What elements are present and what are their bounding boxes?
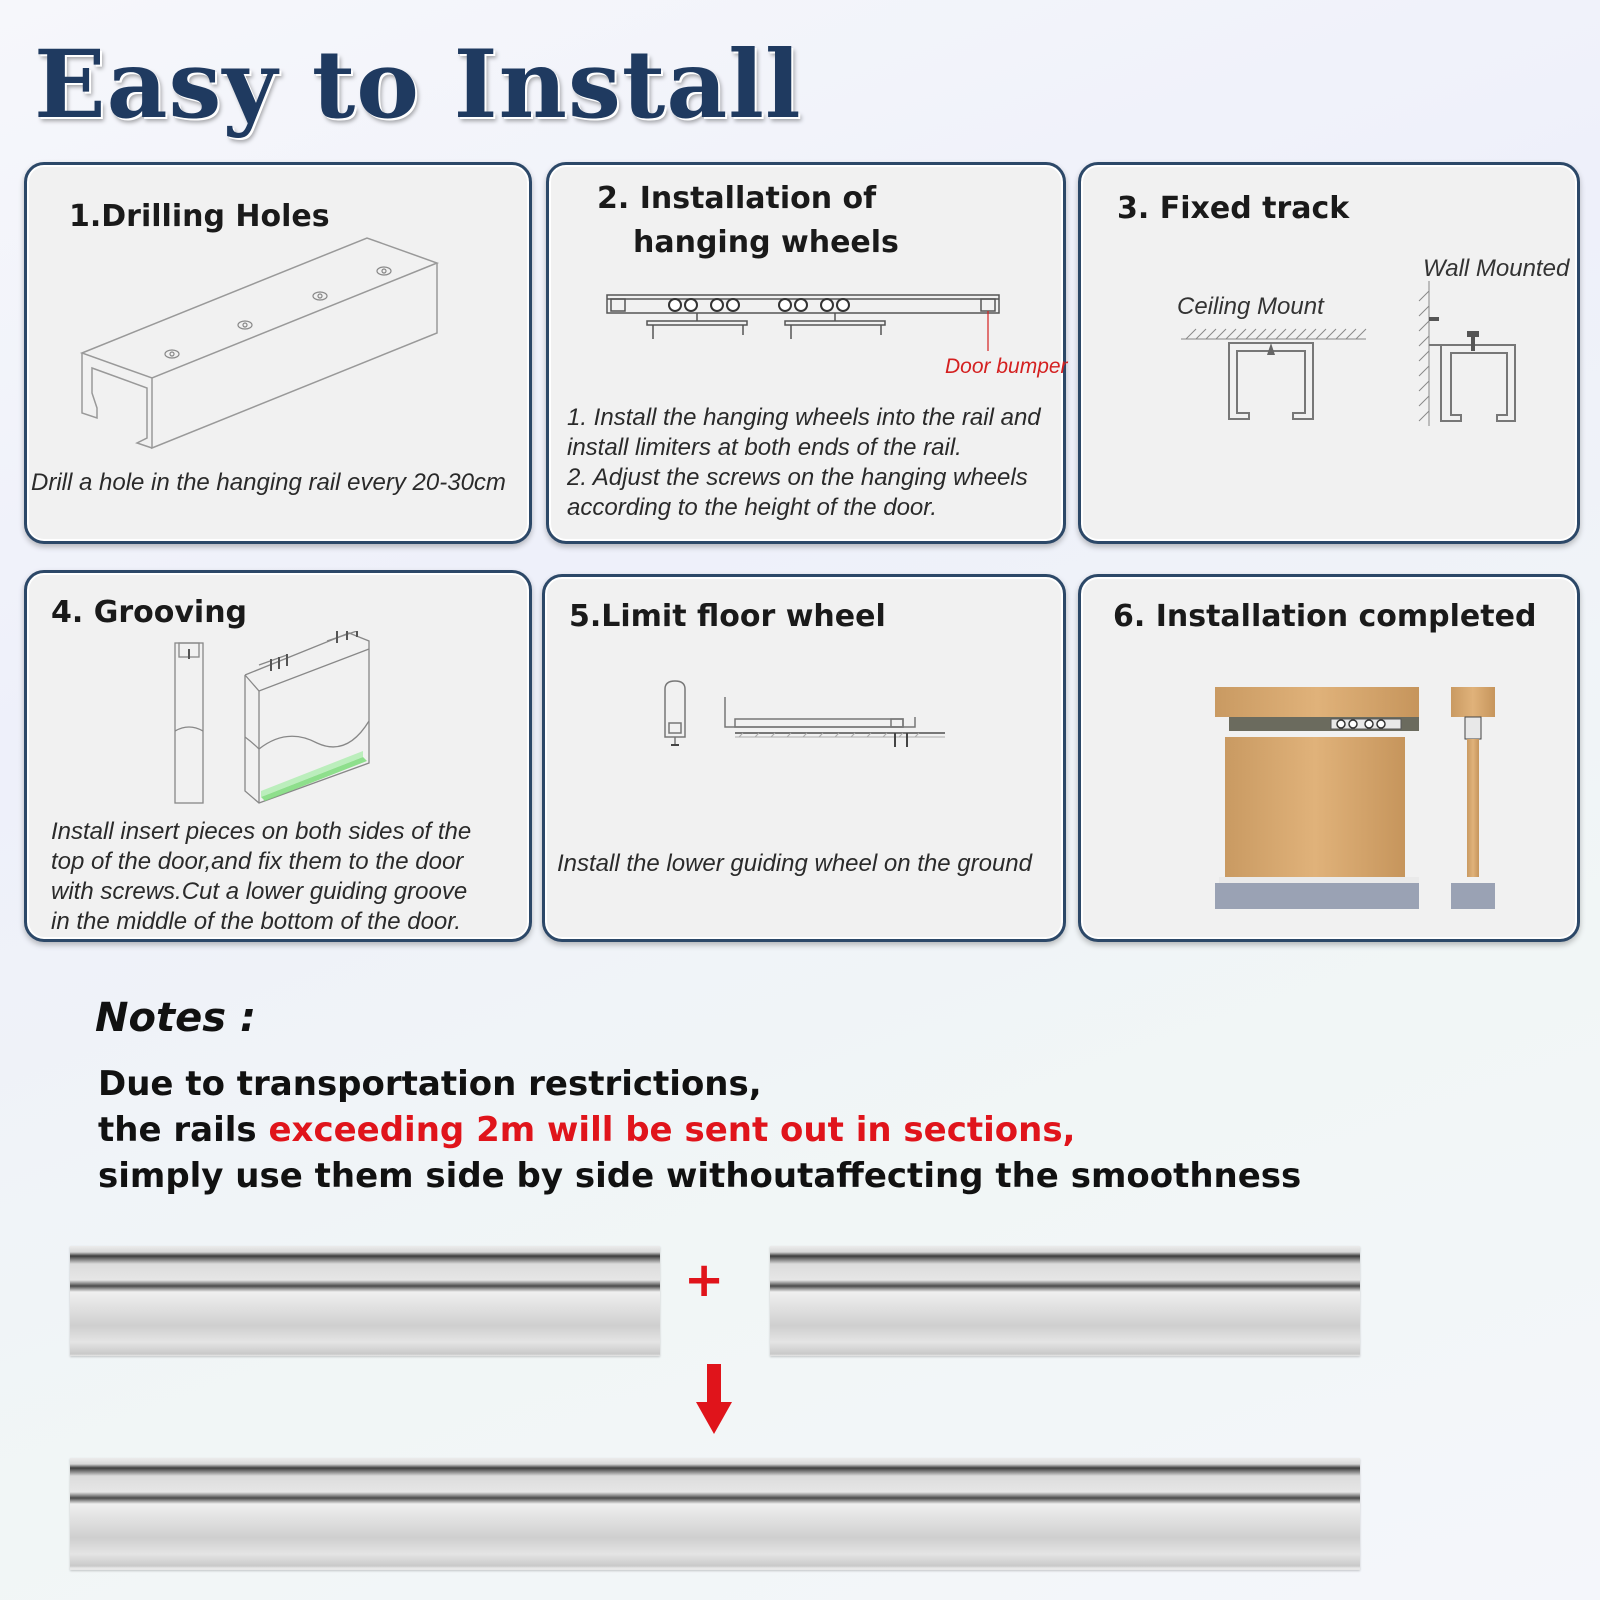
step-title: 1.Drilling Holes xyxy=(69,199,330,234)
completed-door-illustration xyxy=(1211,687,1511,917)
page-title: Easy to Install xyxy=(34,30,802,140)
step-description-line2: top of the door,and fix them to the door xyxy=(51,848,464,875)
step-title: 4. Grooving xyxy=(51,595,248,630)
step-description-line4: in the middle of the bottom of the door. xyxy=(51,908,462,935)
grooving-illustration xyxy=(167,631,387,811)
rail-section-right xyxy=(770,1246,1360,1356)
note-line-1: Due to transportation restrictions, xyxy=(98,1064,762,1104)
step-title-line1: 2. Installation of xyxy=(597,181,877,216)
step-title: 5.Limit floor wheel xyxy=(569,599,886,634)
step-description-line4: according to the height of the door. xyxy=(567,494,938,521)
step-card-fixed-track xyxy=(1078,162,1580,544)
step-card-limit-floor-wheel xyxy=(542,574,1066,942)
notes-heading: Notes : xyxy=(95,995,256,1041)
step-description-line2: install limiters at both ends of the rail. xyxy=(567,434,962,461)
wall-mount-illustration xyxy=(1415,281,1535,431)
note-line-2-prefix: the rails xyxy=(98,1110,269,1150)
ceiling-mount-illustration xyxy=(1181,325,1371,425)
step-description-line1: 1. Install the hanging wheels into the rail and xyxy=(567,404,1041,431)
step-description: Drill a hole in the hanging rail every 20-30cm xyxy=(31,469,506,496)
rail-joined xyxy=(70,1458,1360,1570)
plus-icon: + xyxy=(684,1252,725,1308)
note-line-3: simply use them side by side withoutaffecting the smoothness xyxy=(98,1156,1302,1196)
rail-section-left xyxy=(70,1246,660,1356)
step-description: Install the lower guiding wheel on the ground xyxy=(557,850,1032,877)
step-card-installation-completed xyxy=(1078,574,1580,942)
step-description-line3: 2. Adjust the screws on the hanging wheels xyxy=(567,464,1028,491)
down-arrow-icon xyxy=(694,1364,734,1436)
ceiling-mount-label: Ceiling Mount xyxy=(1177,293,1324,320)
step-card-hanging-wheels xyxy=(546,162,1066,544)
step-title-line2: hanging wheels xyxy=(633,225,899,260)
rail-drilling-illustration xyxy=(77,233,457,453)
step-title: 6. Installation completed xyxy=(1113,599,1537,634)
step-description-line1: Install insert pieces on both sides of the xyxy=(51,818,472,845)
note-line-2-highlight: exceeding 2m will be sent out in sections, xyxy=(268,1110,1076,1150)
step-card-grooving xyxy=(24,570,532,942)
step-description-line3: with screws.Cut a lower guiding groove xyxy=(51,878,468,905)
step-title: 3. Fixed track xyxy=(1117,191,1350,226)
step-card-drilling-holes xyxy=(24,162,532,544)
hanging-wheels-illustration xyxy=(605,291,1005,351)
door-bumper-label: Door bumper xyxy=(945,355,1068,378)
floor-wheel-illustration xyxy=(655,677,955,757)
wall-mounted-label: Wall Mounted xyxy=(1423,255,1570,282)
note-line-2 xyxy=(98,1110,1075,1150)
